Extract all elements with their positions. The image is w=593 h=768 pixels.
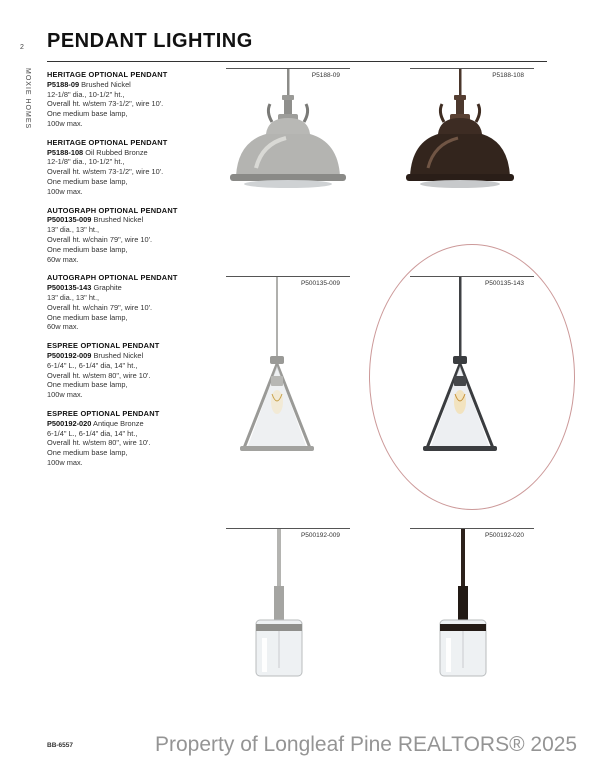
- spec-line: 6-1/4" L., 6-1/4" dia, 14" ht.,: [47, 360, 138, 370]
- product-card-p500135-143: [410, 276, 534, 466]
- autograph-pendant-nickel-image: [226, 276, 350, 466]
- spec-finish: Brushed Nickel: [91, 215, 144, 225]
- spec-line: 13" dia., 13" ht.,: [47, 225, 100, 235]
- spec-line: 60w max.: [47, 254, 79, 264]
- autograph-pendant-graphite-image: [410, 276, 534, 466]
- brand-vertical: MOXIE HOMES: [24, 68, 31, 130]
- product-card-p5188-108: [410, 68, 534, 193]
- spec-heading: ESPREE OPTIONAL PENDANT: [47, 341, 160, 351]
- heritage-pendant-bronze-image: [410, 68, 534, 193]
- spec-heading: AUTOGRAPH OPTIONAL PENDANT: [47, 273, 178, 283]
- spec-finish: Brushed Nickel: [91, 350, 144, 360]
- spec-line: One medium base lamp,: [47, 380, 128, 390]
- spec-finish: Graphite: [91, 283, 122, 293]
- spec-line: Overall ht. w/stem 80", wire 10'.: [47, 438, 151, 448]
- product-label: P500192-009: [300, 532, 340, 539]
- spec-finish: Brushed Nickel: [79, 79, 131, 89]
- spec-code: P500135-009: [47, 215, 92, 225]
- spec-line: Overall ht. w/chain 79", wire 10'.: [47, 234, 153, 244]
- spec-code: P5188-09: [47, 79, 80, 89]
- product-card-p500135-009: [226, 276, 350, 466]
- espree-pendant-nickel-image: [226, 528, 350, 688]
- product-card-p500192-020: [410, 528, 534, 688]
- spec-line: 12-1/8" dia., 10-1/2" ht.,: [47, 157, 125, 167]
- product-label: P500192-020: [484, 532, 524, 539]
- spec-heading: HERITAGE OPTIONAL PENDANT: [47, 70, 168, 79]
- spec-list: [47, 70, 217, 477]
- spec-finish: Oil Rubbed Bronze: [83, 147, 148, 157]
- spec-line: Overall ht. w/stem 73-1/2", wire 10'.: [47, 99, 164, 109]
- spec-line: 12-1/8" dia., 10-1/2" ht.,: [47, 89, 125, 99]
- title-divider: [47, 61, 547, 62]
- spec-code: P500192-020: [47, 418, 92, 428]
- spec-line: Overall ht. w/chain 79", wire 10'.: [47, 302, 153, 312]
- product-card-p5188-09: [226, 68, 350, 193]
- spec-heading: HERITAGE OPTIONAL PENDANT: [47, 137, 168, 147]
- heritage-pendant-nickel-image: [226, 68, 350, 193]
- product-label: P5188-09: [311, 72, 340, 79]
- spec-line: One medium base lamp,: [47, 244, 128, 254]
- spec-code: P500135-143: [47, 283, 92, 293]
- spec-line: 100w max.: [47, 390, 83, 400]
- spec-item: [47, 70, 217, 129]
- spec-finish: Antique Bronze: [91, 418, 144, 428]
- espree-pendant-bronze-image: [410, 528, 534, 688]
- spec-line: 60w max.: [47, 322, 79, 332]
- spec-item: [47, 206, 217, 265]
- spec-code: P500192-009: [47, 350, 92, 360]
- spec-line: Overall ht. w/stem 80", wire 10'.: [47, 370, 151, 380]
- product-label: P5188-108: [492, 72, 524, 79]
- product-card-p500192-009: [226, 528, 350, 688]
- product-label: P500135-009: [300, 280, 340, 287]
- spec-line: 100w max.: [47, 457, 83, 467]
- spec-line: One medium base lamp,: [47, 448, 128, 458]
- spec-line: One medium base lamp,: [47, 109, 128, 119]
- spec-line: One medium base lamp,: [47, 312, 128, 322]
- spec-item: [47, 273, 217, 332]
- spec-line: 13" dia., 13" ht.,: [47, 292, 100, 302]
- spec-heading: ESPREE OPTIONAL PENDANT: [47, 408, 160, 418]
- spec-code: P5188-108: [47, 147, 84, 157]
- spec-item: [47, 138, 217, 197]
- spec-line: Overall ht. w/stem 73-1/2", wire 10'.: [47, 167, 164, 177]
- page-number: 2: [20, 44, 24, 51]
- spec-line: 100w max.: [47, 118, 83, 128]
- watermark: Property of Longleaf Pine REALTORS® 2025: [155, 733, 578, 756]
- spec-line: 100w max.: [47, 186, 83, 196]
- product-label: P500135-143: [484, 280, 524, 287]
- spec-line: 6-1/4" L., 6-1/4" dia, 14" ht.,: [47, 428, 138, 438]
- catalog-code: BB-6557: [47, 742, 74, 749]
- spec-line: One medium base lamp,: [47, 176, 128, 186]
- spec-item: [47, 341, 217, 400]
- spec-heading: AUTOGRAPH OPTIONAL PENDANT: [47, 205, 178, 215]
- page-title: PENDANT LIGHTING: [47, 30, 253, 52]
- spec-item: [47, 409, 217, 468]
